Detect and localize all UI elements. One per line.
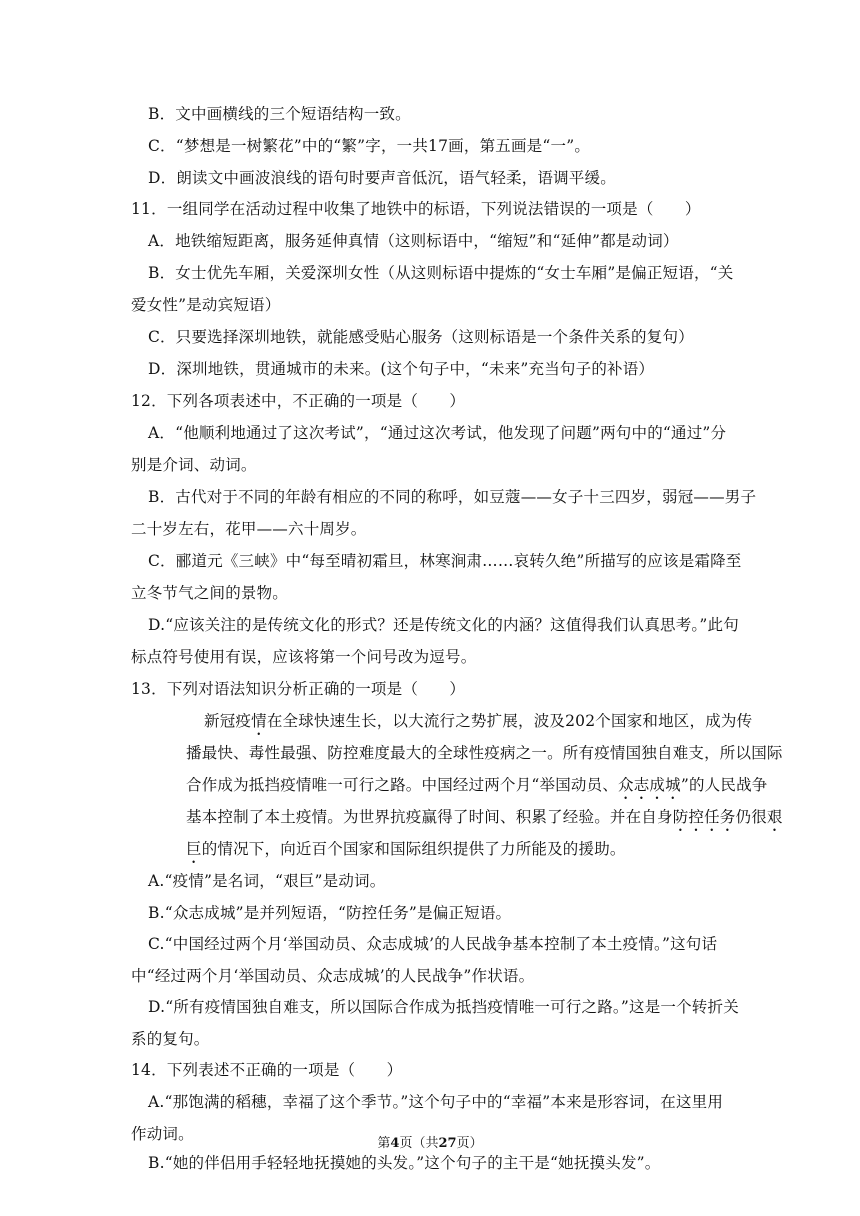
option-12b-line1: B．古代对于不同的年龄有相应的不同的称呼，如豆蔻——女子十三四岁，弱冠——男子: [148, 488, 757, 506]
page-number: 4: [390, 1136, 400, 1151]
option-13a: A.“疫情”是名词，“艰巨”是动词。: [148, 872, 386, 890]
passage-text: 合作成为抵挡疫情唯一可行之路。中国经过两个月“举国动员、: [186, 776, 619, 794]
emphasis-text: 众志成城: [618, 776, 681, 794]
passage-line-2: 播最快、毒性最强、防控难度最大的全球性疫病之一。所有疫情国独自难支，所以国际: [186, 744, 783, 762]
option-13c-line1: C.“中国经过两个月‘举国动员、众志成城’的人民战争基本控制了本土疫情。”这句话: [148, 935, 718, 954]
question-14: 14．下列表述不正确的一项是（ ）: [131, 1061, 403, 1080]
footer-text: 页（共: [399, 1136, 439, 1151]
option-12a-line1: A．“他顺利地通过了这次考试”，“通过这次考试，他发现了问题”两句中的“通过”分: [148, 424, 727, 442]
question-13: 13．下列对语法知识分析正确的一项是（ ）: [131, 680, 466, 698]
option-12b-line2: 二十岁左右，花甲——六十周岁。: [131, 520, 367, 538]
option-10d: D．朗读文中画波浪线的语句时要声音低沉，语气轻柔，语调平缓。: [148, 169, 616, 187]
passage-text: 的情况下，向近百个国家和国际组织提供了力所能及的援助。: [201, 840, 626, 858]
option-11c: C．只要选择深圳地铁，就能感受贴心服务（这则标语是一个条件关系的复句）: [148, 328, 694, 346]
option-12a-line2: 别是介词、动词。: [131, 456, 257, 474]
passage-text: 在全球快速生长，以大流行之势扩展，波及202个国家和地区，成为传: [266, 712, 753, 730]
option-11b-line2: 爱女性”是动宾短语）: [131, 296, 281, 314]
passage-line-3: [186, 775, 767, 803]
emphasis-text: 巨: [186, 840, 202, 858]
option-12d-line1: D.“应该关注的是传统文化的形式？还是传统文化的内涵？这值得我们认真思考。”此句: [148, 616, 739, 634]
option-13c-line2: 中“经过两个月‘举国动员、众志成城’的人民战争”作状语。: [131, 966, 535, 985]
option-13b: B.“众志成城”是并列短语，“防控任务”是偏正短语。: [148, 903, 512, 922]
option-10b: B．文中画横线的三个短语结构一致。: [148, 105, 411, 123]
option-11d: D．深圳地铁，贯通城市的未来。(这个句子中，“未来”充当句子的补语）: [148, 360, 655, 378]
option-13d-line2: 系的复句。: [131, 1029, 210, 1048]
passage-line-5: [186, 839, 626, 867]
option-10c: C．“梦想是一树繁花”中的“繁”字，一共17画，第五画是“一”。: [148, 137, 591, 155]
passage-text: 仍很: [735, 808, 767, 826]
passage-text: 基本控制了本土疫情。为世界抗疫赢得了时间、积累了经验。并在自身: [186, 808, 673, 826]
option-12c-line2: 立冬节气之间的景物。: [131, 584, 289, 602]
option-11b-line1: B．女士优先车厢，关爱深圳女性（从这则标语中提炼的“女士车厢”是偏正短语，“关: [148, 264, 734, 282]
question-12: 12．下列各项表述中，不正确的一项是（ ）: [131, 392, 466, 410]
emphasis-text: 艰: [766, 808, 783, 826]
question-11: 11．一组同学在活动过程中收集了地铁中的标语，下列说法错误的一项是（ ）: [131, 200, 701, 218]
option-11a: A．地铁缩短距离，服务延伸真情（这则标语中，“缩短”和“延伸”都是动词）: [148, 232, 679, 250]
passage-text: 新冠疫: [204, 712, 252, 730]
option-14a-line2: 作动词。: [131, 1124, 194, 1143]
footer-text: 第: [377, 1136, 391, 1151]
option-12c-line1: C．郦道元《三峡》中“每至晴初霜旦，林寒涧肃……哀转久绝”所描写的应该是霜降至: [148, 552, 742, 570]
option-13d-line1: D.“所有疫情国独自难支，所以国际合作成为抵挡疫情唯一可行之路。”这是一个转折关: [148, 998, 739, 1017]
option-14b: B.“她的伴侣用手轻轻地抚摸她的头发。”这个句子的主干是“她抚摸头发”。: [148, 1154, 661, 1173]
passage-line-1: [204, 711, 752, 739]
footer-text: 页）: [456, 1136, 483, 1151]
emphasis-text: 防控任务: [672, 808, 736, 826]
passage-text: ”的人民战争: [680, 776, 768, 794]
option-14a-line1: A.“那饱满的稻穗，幸福了这个季节。”这个句子中的“幸福”本来是形容词，在这里用: [148, 1093, 724, 1111]
option-12d-line2: 标点符号使用有误，应该将第一个问号改为逗号。: [131, 648, 477, 666]
passage-line-4: [186, 807, 783, 835]
total-pages: 27: [438, 1136, 457, 1151]
page-footer: [0, 1132, 860, 1151]
emphasis-text: 情: [251, 712, 267, 730]
